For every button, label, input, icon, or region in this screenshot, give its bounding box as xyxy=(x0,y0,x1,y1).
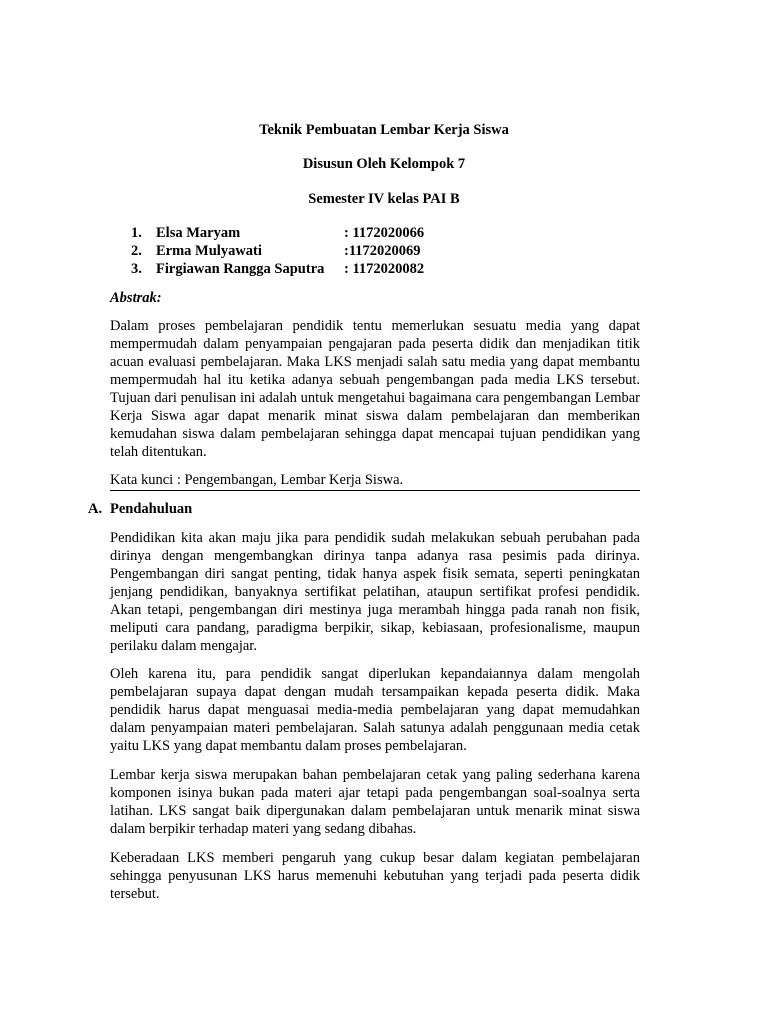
class-line: Semester IV kelas PAI B xyxy=(308,191,460,207)
intro-paragraph: Keberadaan LKS memberi pengaruh yang cukup besar dalam kegiatan pembelajaran sehingga penyusunan LKS harus memenuhi kebutuhan yang terjadi pada peserta didik tersebut. xyxy=(110,850,640,902)
abstract-text: Dalam proses pembelajaran pendidik tentu memerlukan sesuatu media yang dapat mempermudah dalam penyampaian pengajaran pada peserta didik dan menjadikan titik acuan evaluasi pembelajaran. Maka LKS menjadi salah satu media yang dapat membantu mempermudah hal itu ketika adanya sebuah pengembangan pada media LKS tersebut. Tujuan dari penulisan ini adalah untuk mengetahui bagaimana cara pengembangan Lembar Kerja Siswa agar dapat menarik minat siswa dalam pembelajaran dan memberikan kemudahan siswa dalam pembelajaran sehingga dapat mencapai tujuan pendidikan yang telah ditentukan. xyxy=(110,318,640,460)
member-name: Firgiawan Rangga Saputra xyxy=(156,261,325,277)
member-number: 2. xyxy=(131,243,142,259)
member-nim: : 1172020082 xyxy=(344,261,425,277)
member-number: 1. xyxy=(131,225,142,241)
member-nim: :1172020069 xyxy=(344,243,421,259)
document-title: Teknik Pembuatan Lembar Kerja Siswa xyxy=(259,122,509,138)
abstract-label: Abstrak: xyxy=(110,290,162,306)
author-line: Disusun Oleh Kelompok 7 xyxy=(302,156,466,172)
intro-paragraph: Lembar kerja siswa merupakan bahan pembelajaran cetak yang paling sederhana karena komponen isinya bukan pada materi ajar tetapi pada pengembangan soal-soalnya serta latihan. LKS sangat baik dipergunakan dalam pembelajaran untuk menarik minat siswa dalam berpikir terhadap materi yang sedang dibahas. xyxy=(110,767,640,837)
member-name: Erma Mulyawati xyxy=(156,243,262,259)
member-name: Elsa Maryam xyxy=(156,225,241,241)
intro-paragraph: Pendidikan kita akan maju jika para pendidik sudah melakukan sebuah perubahan pada dirinya dengan mengembangkan dirinya tanpa adanya rasa pesimis pada dirinya. Pengembangan diri sangat penting, tidak hanya aspek fisik semata, seperti peningkatan jenjang pendidikan, banyaknya sertifikat pelatihan, ataupun sertifikat profesi pendidik. Akan tetapi, pengembangan diri mestinya juga merambah hingga pada ranah non fisik, meliputi cara pandang, paradigma berpikir, sikap, kebiasaan, profesionalisme, maupun perilaku dalam mengajar. xyxy=(110,530,640,654)
member-nim: : 1172020066 xyxy=(344,225,425,241)
section-letter: A. xyxy=(88,501,103,517)
intro-paragraph: Oleh karena itu, para pendidik sangat diperlukan kepandaiannya dalam mengolah pembelajaran supaya dapat dengan mudah tersampaikan kepada peserta didik. Maka pendidik harus dapat menguasai media-media pembelajaran yang dapat memudahkan dalam penyampaian materi pembelajaran. Salah satunya adalah penggunaan media cetak yaitu LKS yang dapat membantu dalam proses pembelajaran. xyxy=(110,666,640,754)
member-number: 3. xyxy=(131,261,142,277)
section-title: Pendahuluan xyxy=(110,501,193,517)
keywords-line: Kata kunci : Pengembangan, Lembar Kerja Siswa. xyxy=(110,471,640,491)
